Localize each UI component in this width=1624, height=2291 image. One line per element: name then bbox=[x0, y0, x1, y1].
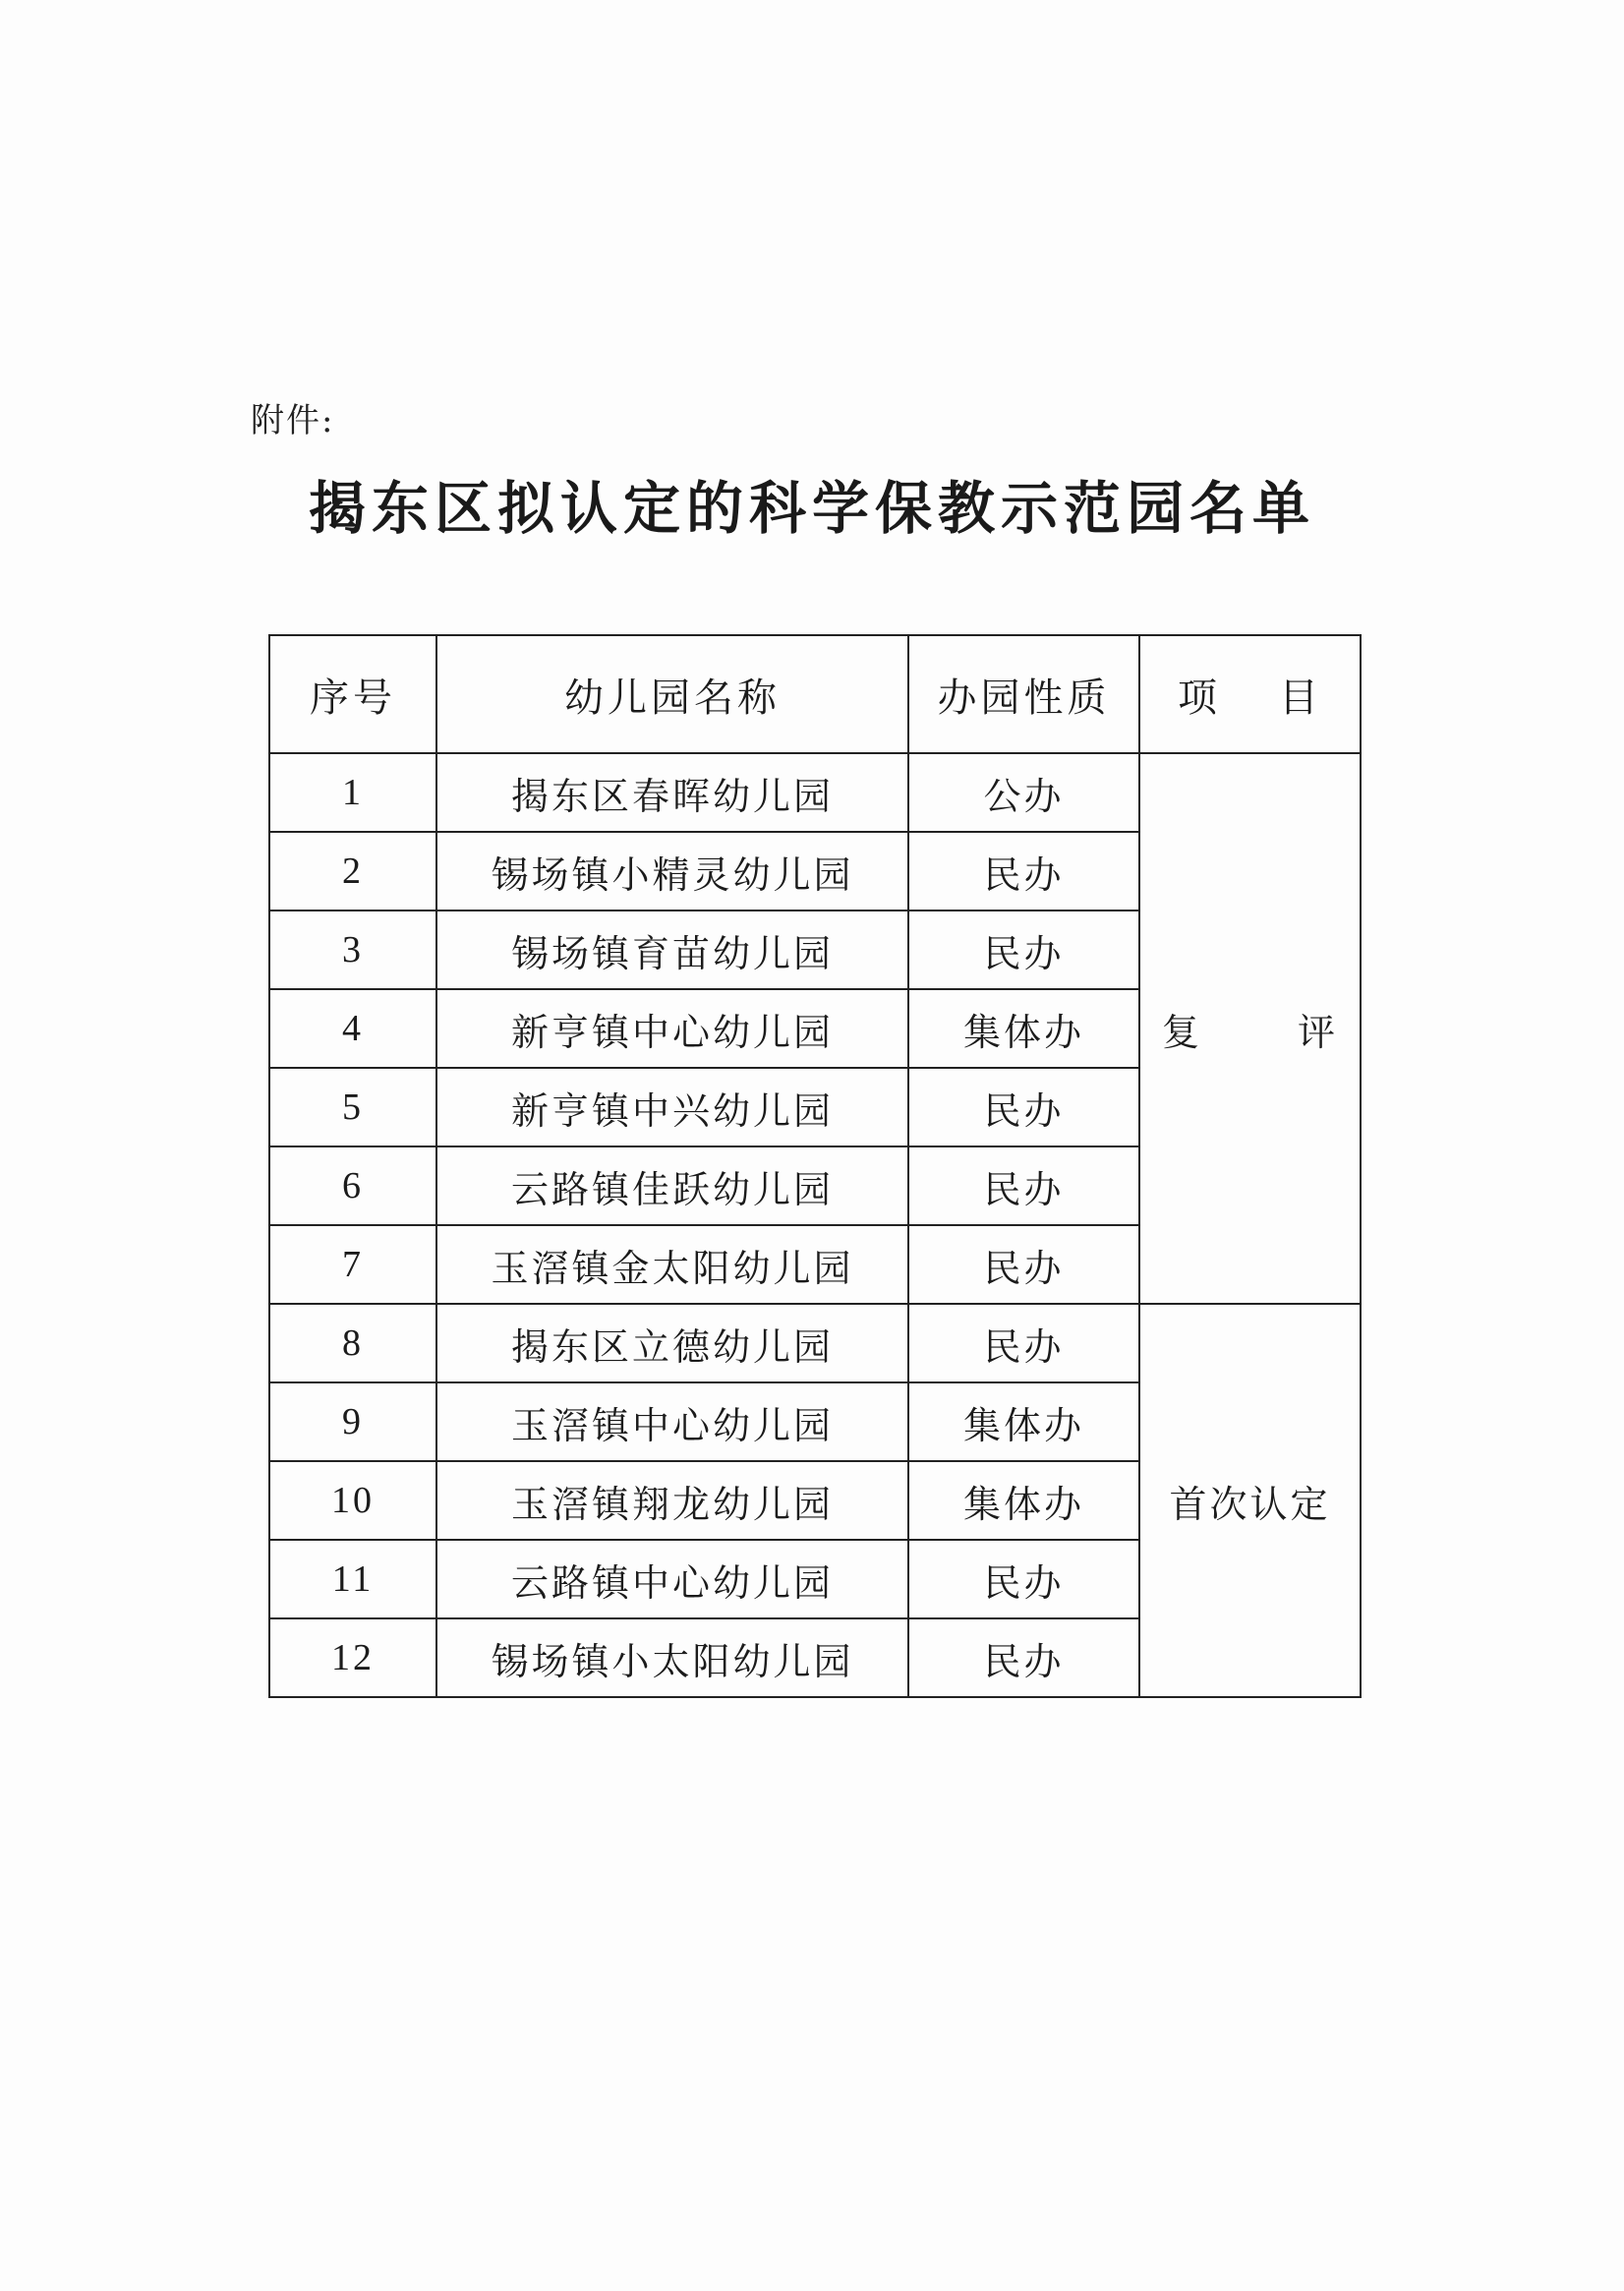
header-project bbox=[1139, 635, 1361, 753]
row-name: 新亨镇中心幼儿园 bbox=[436, 989, 908, 1068]
project-cell-review bbox=[1139, 753, 1361, 1304]
row-type: 民办 bbox=[908, 1304, 1139, 1382]
row-name: 云路镇佳跃幼儿园 bbox=[436, 1146, 908, 1225]
header-type: 办园性质 bbox=[908, 635, 1139, 753]
row-type: 民办 bbox=[908, 1540, 1139, 1618]
row-type: 集体办 bbox=[908, 989, 1139, 1068]
row-name: 新亨镇中兴幼儿园 bbox=[436, 1068, 908, 1146]
row-name: 锡场镇小精灵幼儿园 bbox=[436, 832, 908, 911]
project-review-char-1: 复 bbox=[1162, 1010, 1203, 1054]
row-type: 民办 bbox=[908, 1068, 1139, 1146]
project-cell-first-certification: 首次认定 bbox=[1139, 1304, 1361, 1697]
document-title: 揭东区拟认定的科学保教示范园名单 bbox=[308, 475, 1315, 542]
row-index: 9 bbox=[269, 1382, 436, 1461]
header-project-char-1: 项 bbox=[1178, 675, 1221, 721]
row-index: 4 bbox=[269, 989, 436, 1068]
row-index: 2 bbox=[269, 832, 436, 911]
row-type: 民办 bbox=[908, 911, 1139, 989]
header-project-char-2: 目 bbox=[1279, 675, 1322, 721]
row-index: 10 bbox=[269, 1461, 436, 1540]
header-index: 序号 bbox=[269, 635, 436, 753]
row-name: 锡场镇育苗幼儿园 bbox=[436, 911, 908, 989]
row-name: 揭东区立德幼儿园 bbox=[436, 1304, 908, 1382]
row-index: 3 bbox=[269, 911, 436, 989]
row-index: 1 bbox=[269, 753, 436, 832]
row-name: 玉滘镇中心幼儿园 bbox=[436, 1382, 908, 1461]
row-type: 民办 bbox=[908, 1225, 1139, 1304]
kindergarten-table bbox=[268, 634, 1362, 1698]
row-type: 公办 bbox=[908, 753, 1139, 832]
table-header-row bbox=[269, 635, 1361, 753]
row-type: 民办 bbox=[908, 832, 1139, 911]
row-name: 揭东区春晖幼儿园 bbox=[436, 753, 908, 832]
row-type: 民办 bbox=[908, 1618, 1139, 1697]
row-index: 5 bbox=[269, 1068, 436, 1146]
row-index: 12 bbox=[269, 1618, 436, 1697]
table-row bbox=[269, 1304, 1361, 1382]
attachment-label: 附件: bbox=[251, 401, 335, 441]
header-name: 幼儿园名称 bbox=[436, 635, 908, 753]
row-name: 玉滘镇金太阳幼儿园 bbox=[436, 1225, 908, 1304]
table-row bbox=[269, 753, 1361, 832]
row-type: 集体办 bbox=[908, 1461, 1139, 1540]
row-index: 11 bbox=[269, 1540, 436, 1618]
row-name: 云路镇中心幼儿园 bbox=[436, 1540, 908, 1618]
row-name: 玉滘镇翔龙幼儿园 bbox=[436, 1461, 908, 1540]
row-index: 7 bbox=[269, 1225, 436, 1304]
row-name: 锡场镇小太阳幼儿园 bbox=[436, 1618, 908, 1697]
row-index: 6 bbox=[269, 1146, 436, 1225]
row-type: 民办 bbox=[908, 1146, 1139, 1225]
project-review-char-2: 评 bbox=[1297, 1010, 1338, 1054]
row-type: 集体办 bbox=[908, 1382, 1139, 1461]
row-index: 8 bbox=[269, 1304, 436, 1382]
